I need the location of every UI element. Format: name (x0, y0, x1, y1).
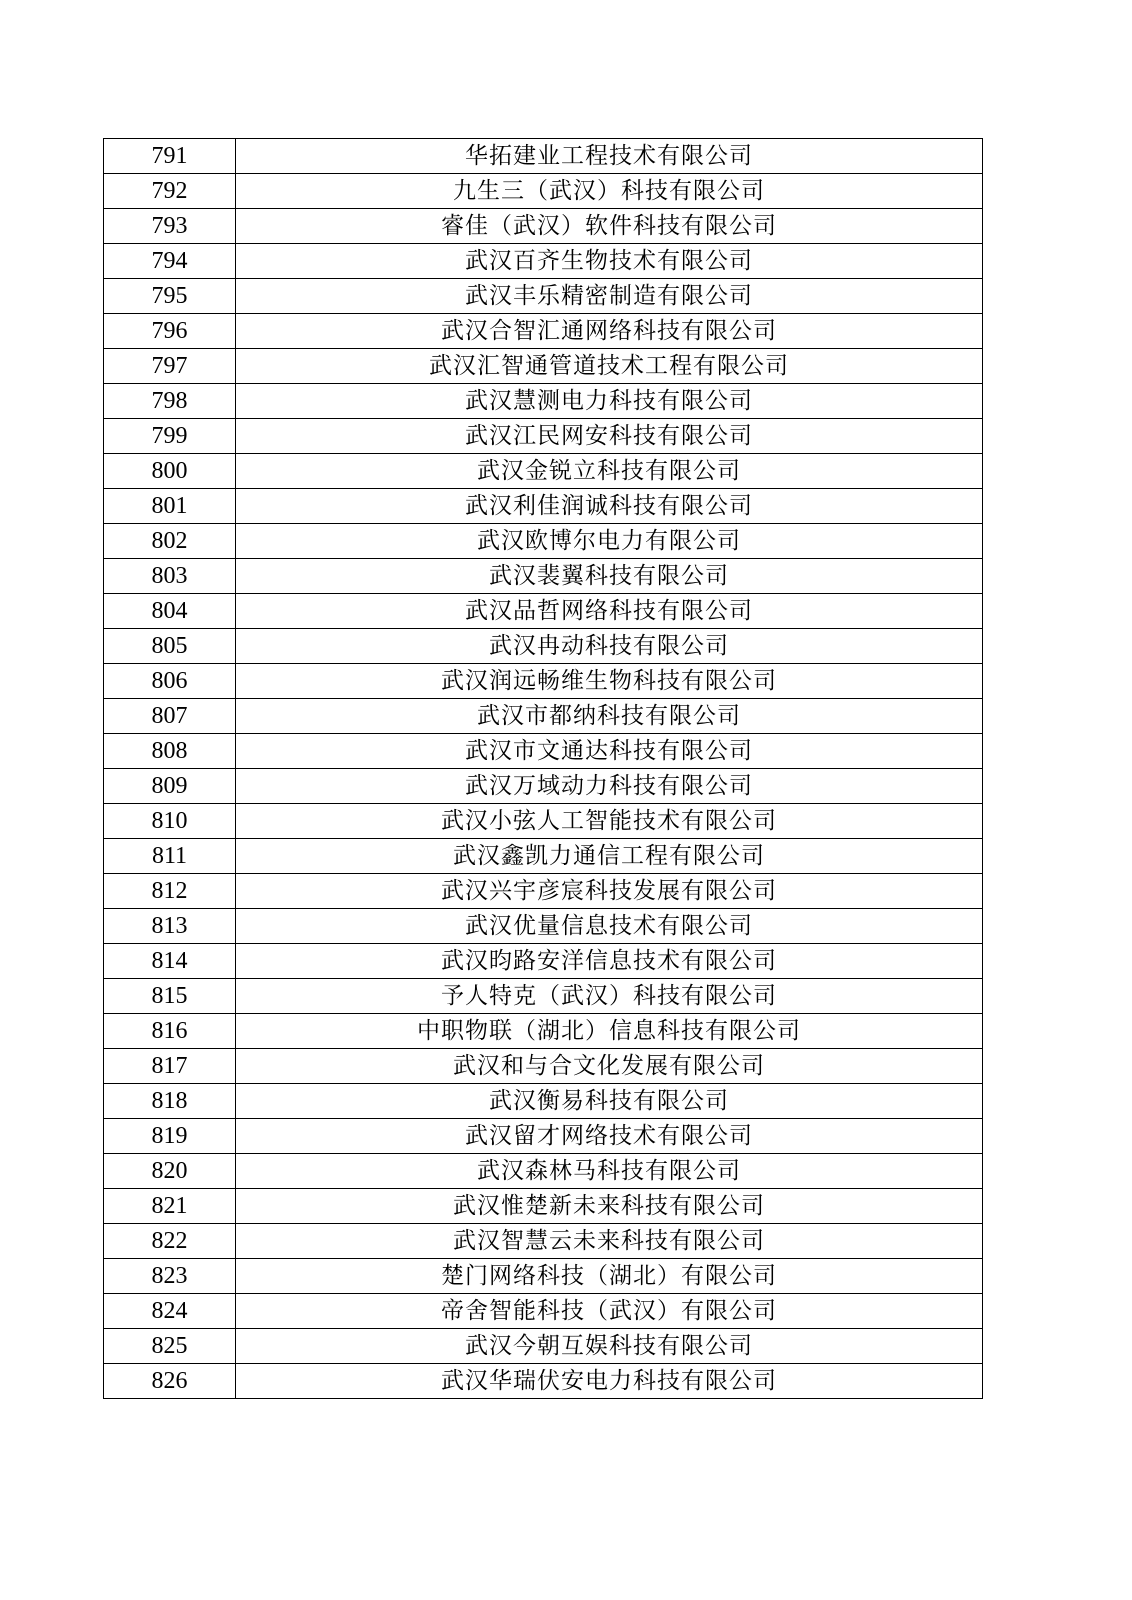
table-row (104, 1049, 983, 1084)
company-name: 武汉智慧云未来科技有限公司 (236, 1224, 983, 1259)
row-number: 816 (104, 1014, 236, 1049)
table-row (104, 489, 983, 524)
company-name: 武汉森林马科技有限公司 (236, 1154, 983, 1189)
company-name: 武汉润远畅维生物科技有限公司 (236, 664, 983, 699)
company-name: 武汉兴宇彦宸科技发展有限公司 (236, 874, 983, 909)
company-name: 武汉衡易科技有限公司 (236, 1084, 983, 1119)
row-number: 820 (104, 1154, 236, 1189)
table-row (104, 1119, 983, 1154)
table-row (104, 769, 983, 804)
table-row (104, 419, 983, 454)
company-list-body (104, 139, 983, 1399)
company-name: 武汉江民网安科技有限公司 (236, 419, 983, 454)
row-number: 810 (104, 804, 236, 839)
row-number: 809 (104, 769, 236, 804)
company-name: 武汉鑫凯力通信工程有限公司 (236, 839, 983, 874)
table-row (104, 1329, 983, 1364)
company-name: 武汉百齐生物技术有限公司 (236, 244, 983, 279)
row-number: 797 (104, 349, 236, 384)
company-name: 武汉冉动科技有限公司 (236, 629, 983, 664)
company-name: 武汉市文通达科技有限公司 (236, 734, 983, 769)
row-number: 799 (104, 419, 236, 454)
row-number: 805 (104, 629, 236, 664)
company-name: 武汉和与合文化发展有限公司 (236, 1049, 983, 1084)
table-row (104, 1154, 983, 1189)
row-number: 793 (104, 209, 236, 244)
table-row (104, 244, 983, 279)
company-list-table (103, 138, 983, 1399)
row-number: 807 (104, 699, 236, 734)
table-row (104, 1259, 983, 1294)
company-name: 武汉慧测电力科技有限公司 (236, 384, 983, 419)
row-number: 825 (104, 1329, 236, 1364)
row-number: 800 (104, 454, 236, 489)
company-name: 武汉欧博尔电力有限公司 (236, 524, 983, 559)
row-number: 806 (104, 664, 236, 699)
row-number: 798 (104, 384, 236, 419)
row-number: 826 (104, 1364, 236, 1399)
company-name: 武汉昀路安洋信息技术有限公司 (236, 944, 983, 979)
table-row (104, 839, 983, 874)
row-number: 814 (104, 944, 236, 979)
table-row (104, 209, 983, 244)
table-row (104, 699, 983, 734)
company-name: 予人特克（武汉）科技有限公司 (236, 979, 983, 1014)
company-name: 武汉裴翼科技有限公司 (236, 559, 983, 594)
company-name: 武汉惟楚新未来科技有限公司 (236, 1189, 983, 1224)
row-number: 811 (104, 839, 236, 874)
table-row (104, 804, 983, 839)
company-name: 武汉小弦人工智能技术有限公司 (236, 804, 983, 839)
row-number: 817 (104, 1049, 236, 1084)
table-row (104, 314, 983, 349)
company-name: 华拓建业工程技术有限公司 (236, 139, 983, 174)
table-row (104, 454, 983, 489)
table-row (104, 1224, 983, 1259)
row-number: 804 (104, 594, 236, 629)
row-number: 808 (104, 734, 236, 769)
table-row (104, 944, 983, 979)
table-row (104, 629, 983, 664)
company-name: 武汉优量信息技术有限公司 (236, 909, 983, 944)
table-row (104, 1364, 983, 1399)
company-name: 帝舍智能科技（武汉）有限公司 (236, 1294, 983, 1329)
row-number: 795 (104, 279, 236, 314)
company-name: 武汉汇智通管道技术工程有限公司 (236, 349, 983, 384)
row-number: 819 (104, 1119, 236, 1154)
table-row (104, 1294, 983, 1329)
table-row (104, 174, 983, 209)
row-number: 794 (104, 244, 236, 279)
row-number: 802 (104, 524, 236, 559)
company-name: 九生三（武汉）科技有限公司 (236, 174, 983, 209)
table-row (104, 594, 983, 629)
row-number: 813 (104, 909, 236, 944)
table-row (104, 524, 983, 559)
row-number: 824 (104, 1294, 236, 1329)
table-row (104, 1084, 983, 1119)
company-name: 武汉留才网络技术有限公司 (236, 1119, 983, 1154)
company-name: 武汉利佳润诚科技有限公司 (236, 489, 983, 524)
table-row (104, 384, 983, 419)
company-name: 武汉市都纳科技有限公司 (236, 699, 983, 734)
row-number: 792 (104, 174, 236, 209)
row-number: 796 (104, 314, 236, 349)
company-name: 武汉品哲网络科技有限公司 (236, 594, 983, 629)
company-name: 武汉合智汇通网络科技有限公司 (236, 314, 983, 349)
row-number: 822 (104, 1224, 236, 1259)
row-number: 812 (104, 874, 236, 909)
table-row (104, 1014, 983, 1049)
row-number: 818 (104, 1084, 236, 1119)
company-name: 武汉万域动力科技有限公司 (236, 769, 983, 804)
row-number: 815 (104, 979, 236, 1014)
table-row (104, 909, 983, 944)
table-row (104, 1189, 983, 1224)
company-name: 武汉金锐立科技有限公司 (236, 454, 983, 489)
row-number: 823 (104, 1259, 236, 1294)
table-row (104, 734, 983, 769)
company-name: 武汉丰乐精密制造有限公司 (236, 279, 983, 314)
table-row (104, 874, 983, 909)
table-row (104, 279, 983, 314)
table-row (104, 349, 983, 384)
row-number: 821 (104, 1189, 236, 1224)
company-name: 楚门网络科技（湖北）有限公司 (236, 1259, 983, 1294)
table-row (104, 664, 983, 699)
company-name: 中职物联（湖北）信息科技有限公司 (236, 1014, 983, 1049)
row-number: 803 (104, 559, 236, 594)
table-row (104, 559, 983, 594)
company-name: 武汉今朝互娱科技有限公司 (236, 1329, 983, 1364)
row-number: 791 (104, 139, 236, 174)
table-row (104, 979, 983, 1014)
row-number: 801 (104, 489, 236, 524)
company-name: 睿佳（武汉）软件科技有限公司 (236, 209, 983, 244)
company-name: 武汉华瑞伏安电力科技有限公司 (236, 1364, 983, 1399)
table-row (104, 139, 983, 174)
